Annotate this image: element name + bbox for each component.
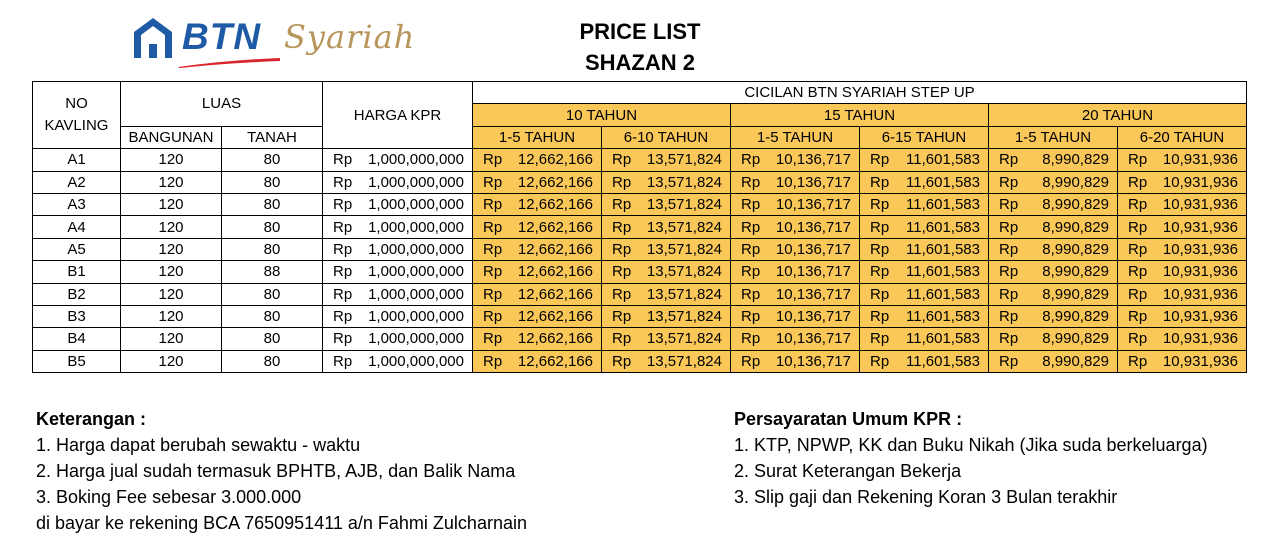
currency-label: Rp xyxy=(1128,330,1148,348)
currency-label: Rp xyxy=(1128,173,1148,191)
amount: 13,571,824 xyxy=(646,196,722,214)
currency-label: Rp xyxy=(333,285,353,303)
notes-persyaratan-heading: Persayaratan Umum KPR : xyxy=(734,409,963,429)
amount: 11,601,583 xyxy=(906,151,980,169)
cell-cicilan xyxy=(860,283,989,305)
cell-harga-kpr xyxy=(323,171,473,193)
requirement-line: 2. Surat Keterangan Bekerja xyxy=(734,461,962,481)
cell-harga-kpr xyxy=(323,328,473,350)
currency-label: Rp xyxy=(483,218,503,236)
header-term-20: 20 TAHUN xyxy=(989,104,1247,126)
amount: 1,000,000,000 xyxy=(368,218,464,236)
cell-bangunan: 120 xyxy=(121,216,222,238)
cell-cicilan xyxy=(860,328,989,350)
currency-label: Rp xyxy=(612,173,632,191)
cell-cicilan xyxy=(731,350,860,372)
table-row xyxy=(33,149,1247,171)
cell-cicilan xyxy=(989,305,1118,327)
amount: 10,931,936 xyxy=(1162,196,1238,214)
cell-kavling: A5 xyxy=(33,238,121,260)
header-no-kavling: NO KAVLING xyxy=(33,82,121,149)
header-sub-20b: 6-20 TAHUN xyxy=(1118,126,1247,148)
amount: 13,571,824 xyxy=(646,240,722,258)
currency-label: Rp xyxy=(741,308,761,326)
cell-cicilan xyxy=(731,149,860,171)
header-bangunan: BANGUNAN xyxy=(121,126,222,148)
cell-cicilan xyxy=(731,171,860,193)
cell-cicilan xyxy=(473,193,602,215)
cell-kavling: B2 xyxy=(33,283,121,305)
currency-label: Rp xyxy=(1128,285,1148,303)
amount: 8,990,829 xyxy=(1042,330,1109,348)
cell-cicilan xyxy=(860,305,989,327)
amount: 10,931,936 xyxy=(1162,352,1238,370)
cell-bangunan: 120 xyxy=(121,328,222,350)
cell-tanah: 88 xyxy=(222,261,323,283)
cell-harga-kpr xyxy=(323,238,473,260)
amount: 1,000,000,000 xyxy=(368,285,464,303)
table-row xyxy=(33,328,1247,350)
currency-label: Rp xyxy=(483,285,503,303)
amount: 11,601,583 xyxy=(906,352,980,370)
header-sub-10a: 1-5 TAHUN xyxy=(473,126,602,148)
amount: 12,662,166 xyxy=(517,218,593,236)
currency-label: Rp xyxy=(870,308,890,326)
currency-label: Rp xyxy=(483,173,503,191)
currency-label: Rp xyxy=(870,240,890,258)
currency-label: Rp xyxy=(870,330,890,348)
amount: 13,571,824 xyxy=(646,263,722,281)
currency-label: Rp xyxy=(870,352,890,370)
cell-bangunan: 120 xyxy=(121,193,222,215)
amount: 10,136,717 xyxy=(775,196,851,214)
currency-label: Rp xyxy=(612,151,632,169)
note-line: 3. Boking Fee sebesar 3.000.000 xyxy=(36,487,302,507)
currency-label: Rp xyxy=(999,352,1019,370)
cell-cicilan xyxy=(602,283,731,305)
currency-label: Rp xyxy=(870,173,890,191)
currency-label: Rp xyxy=(612,240,632,258)
currency-label: Rp xyxy=(1128,218,1148,236)
cell-cicilan xyxy=(989,193,1118,215)
amount: 12,662,166 xyxy=(517,352,593,370)
header-term-15: 15 TAHUN xyxy=(731,104,989,126)
currency-label: Rp xyxy=(741,218,761,236)
cell-bangunan: 120 xyxy=(121,261,222,283)
amount: 11,601,583 xyxy=(906,285,980,303)
currency-label: Rp xyxy=(999,308,1019,326)
cell-cicilan xyxy=(602,149,731,171)
currency-label: Rp xyxy=(870,285,890,303)
cell-kavling: B1 xyxy=(33,261,121,283)
amount: 10,136,717 xyxy=(775,240,851,258)
amount: 10,136,717 xyxy=(775,352,851,370)
logo-swoosh xyxy=(178,58,280,68)
amount: 1,000,000,000 xyxy=(368,196,464,214)
currency-label: Rp xyxy=(483,308,503,326)
cell-cicilan xyxy=(473,305,602,327)
cell-cicilan xyxy=(602,193,731,215)
cell-kavling: B3 xyxy=(33,305,121,327)
currency-label: Rp xyxy=(612,352,632,370)
amount: 10,136,717 xyxy=(775,263,851,281)
cell-cicilan xyxy=(989,261,1118,283)
currency-label: Rp xyxy=(741,263,761,281)
amount: 10,931,936 xyxy=(1162,330,1238,348)
table-row xyxy=(33,216,1247,238)
amount: 1,000,000,000 xyxy=(368,308,464,326)
currency-label: Rp xyxy=(1128,352,1148,370)
amount: 13,571,824 xyxy=(646,218,722,236)
currency-label: Rp xyxy=(612,263,632,281)
currency-label: Rp xyxy=(612,330,632,348)
cell-cicilan xyxy=(989,238,1118,260)
currency-label: Rp xyxy=(999,330,1019,348)
currency-label: Rp xyxy=(741,240,761,258)
cell-cicilan xyxy=(860,350,989,372)
price-table xyxy=(32,81,1247,373)
currency-label: Rp xyxy=(483,151,503,169)
amount: 11,601,583 xyxy=(906,308,980,326)
amount: 12,662,166 xyxy=(517,308,593,326)
currency-label: Rp xyxy=(483,330,503,348)
currency-label: Rp xyxy=(999,173,1019,191)
cell-harga-kpr xyxy=(323,283,473,305)
amount: 12,662,166 xyxy=(517,263,593,281)
amount: 8,990,829 xyxy=(1042,151,1109,169)
note-line: 2. Harga jual sudah termasuk BPHTB, AJB, dan Balik Nama xyxy=(36,461,516,481)
cell-harga-kpr xyxy=(323,350,473,372)
currency-label: Rp xyxy=(870,151,890,169)
table-row xyxy=(33,193,1247,215)
amount: 1,000,000,000 xyxy=(368,352,464,370)
amount: 8,990,829 xyxy=(1042,173,1109,191)
amount: 11,601,583 xyxy=(906,330,980,348)
cell-cicilan xyxy=(1118,216,1247,238)
cell-cicilan xyxy=(473,238,602,260)
notes-keterangan xyxy=(36,406,527,536)
cell-bangunan: 120 xyxy=(121,283,222,305)
cell-cicilan xyxy=(473,350,602,372)
amount: 13,571,824 xyxy=(646,330,722,348)
table-row xyxy=(33,350,1247,372)
currency-label: Rp xyxy=(741,196,761,214)
amount: 8,990,829 xyxy=(1042,285,1109,303)
cell-tanah: 80 xyxy=(222,149,323,171)
currency-label: Rp xyxy=(483,240,503,258)
amount: 12,662,166 xyxy=(517,285,593,303)
cell-cicilan xyxy=(731,216,860,238)
header-sub-15b: 6-15 TAHUN xyxy=(860,126,989,148)
table-row xyxy=(33,305,1247,327)
amount: 8,990,829 xyxy=(1042,352,1109,370)
amount: 11,601,583 xyxy=(906,240,980,258)
cell-cicilan xyxy=(602,328,731,350)
currency-label: Rp xyxy=(333,240,353,258)
currency-label: Rp xyxy=(1128,263,1148,281)
amount: 10,136,717 xyxy=(775,218,851,236)
amount: 10,136,717 xyxy=(775,308,851,326)
cell-cicilan xyxy=(473,171,602,193)
cell-kavling: B5 xyxy=(33,350,121,372)
amount: 12,662,166 xyxy=(517,196,593,214)
cell-harga-kpr xyxy=(323,261,473,283)
currency-label: Rp xyxy=(1128,151,1148,169)
cell-cicilan xyxy=(731,238,860,260)
cell-cicilan xyxy=(602,238,731,260)
currency-label: Rp xyxy=(333,173,353,191)
cell-tanah: 80 xyxy=(222,171,323,193)
currency-label: Rp xyxy=(999,151,1019,169)
currency-label: Rp xyxy=(870,263,890,281)
currency-label: Rp xyxy=(1128,240,1148,258)
header-sub-20a: 1-5 TAHUN xyxy=(989,126,1118,148)
currency-label: Rp xyxy=(333,352,353,370)
cell-bangunan: 120 xyxy=(121,305,222,327)
cell-cicilan xyxy=(989,149,1118,171)
header-tanah: TANAH xyxy=(222,126,323,148)
cell-kavling: A3 xyxy=(33,193,121,215)
currency-label: Rp xyxy=(999,218,1019,236)
currency-label: Rp xyxy=(741,285,761,303)
header-sub-15a: 1-5 TAHUN xyxy=(731,126,860,148)
currency-label: Rp xyxy=(483,196,503,214)
cell-cicilan xyxy=(602,305,731,327)
currency-label: Rp xyxy=(1128,196,1148,214)
cell-cicilan xyxy=(473,283,602,305)
cell-harga-kpr xyxy=(323,193,473,215)
currency-label: Rp xyxy=(1128,308,1148,326)
amount: 11,601,583 xyxy=(906,218,980,236)
requirement-line: 3. Slip gaji dan Rekening Koran 3 Bulan terakhir xyxy=(734,487,1118,507)
currency-label: Rp xyxy=(333,218,353,236)
cell-harga-kpr xyxy=(323,216,473,238)
cell-tanah: 80 xyxy=(222,328,323,350)
cell-cicilan xyxy=(860,171,989,193)
header-luas: LUAS xyxy=(121,82,323,127)
header-harga-kpr: HARGA KPR xyxy=(323,82,473,149)
amount: 10,931,936 xyxy=(1162,173,1238,191)
amount: 11,601,583 xyxy=(906,263,980,281)
amount: 10,931,936 xyxy=(1162,151,1238,169)
cell-cicilan xyxy=(1118,149,1247,171)
amount: 8,990,829 xyxy=(1042,263,1109,281)
amount: 10,931,936 xyxy=(1162,308,1238,326)
cell-cicilan xyxy=(989,350,1118,372)
cell-cicilan xyxy=(473,261,602,283)
cell-tanah: 80 xyxy=(222,350,323,372)
header-term-10: 10 TAHUN xyxy=(473,104,731,126)
logo-sub: Syariah xyxy=(284,18,416,56)
cell-cicilan xyxy=(989,216,1118,238)
amount: 10,931,936 xyxy=(1162,263,1238,281)
cell-kavling: A2 xyxy=(33,171,121,193)
header-sub-10b: 6-10 TAHUN xyxy=(602,126,731,148)
cell-cicilan xyxy=(731,193,860,215)
amount: 10,931,936 xyxy=(1162,240,1238,258)
amount: 8,990,829 xyxy=(1042,218,1109,236)
cell-cicilan xyxy=(860,216,989,238)
currency-label: Rp xyxy=(741,330,761,348)
amount: 1,000,000,000 xyxy=(368,173,464,191)
cell-cicilan xyxy=(989,171,1118,193)
amount: 1,000,000,000 xyxy=(368,240,464,258)
btn-syariah-logo xyxy=(132,14,422,76)
cell-cicilan xyxy=(989,328,1118,350)
table-row xyxy=(33,171,1247,193)
cell-bangunan: 120 xyxy=(121,350,222,372)
requirement-line: 1. KTP, NPWP, KK dan Buku Nikah (Jika suda berkeluarga) xyxy=(734,435,1208,455)
amount: 12,662,166 xyxy=(517,151,593,169)
cell-cicilan xyxy=(473,149,602,171)
cell-cicilan xyxy=(1118,238,1247,260)
currency-label: Rp xyxy=(333,308,353,326)
cell-cicilan xyxy=(602,216,731,238)
cell-harga-kpr xyxy=(323,305,473,327)
amount: 10,136,717 xyxy=(775,330,851,348)
page-title xyxy=(540,16,740,78)
note-line: 1. Harga dapat berubah sewaktu - waktu xyxy=(36,435,361,455)
amount: 10,931,936 xyxy=(1162,218,1238,236)
amount: 13,571,824 xyxy=(646,285,722,303)
cell-harga-kpr xyxy=(323,149,473,171)
cell-cicilan xyxy=(860,261,989,283)
cell-cicilan xyxy=(1118,171,1247,193)
table-row xyxy=(33,238,1247,260)
currency-label: Rp xyxy=(999,285,1019,303)
amount: 8,990,829 xyxy=(1042,196,1109,214)
table-row xyxy=(33,283,1247,305)
currency-label: Rp xyxy=(612,285,632,303)
amount: 10,136,717 xyxy=(775,151,851,169)
currency-label: Rp xyxy=(741,151,761,169)
cell-tanah: 80 xyxy=(222,238,323,260)
notes-persyaratan xyxy=(734,406,1208,510)
notes-keterangan-heading: Keterangan : xyxy=(36,409,147,429)
cell-cicilan xyxy=(731,261,860,283)
cell-cicilan xyxy=(1118,193,1247,215)
amount: 8,990,829 xyxy=(1042,308,1109,326)
cell-tanah: 80 xyxy=(222,283,323,305)
amount: 13,571,824 xyxy=(646,308,722,326)
title-line-1: PRICE LIST xyxy=(579,19,701,44)
cell-kavling: A1 xyxy=(33,149,121,171)
amount: 13,571,824 xyxy=(646,352,722,370)
cell-kavling: A4 xyxy=(33,216,121,238)
table-row xyxy=(33,261,1247,283)
cell-tanah: 80 xyxy=(222,216,323,238)
cell-bangunan: 120 xyxy=(121,238,222,260)
cell-cicilan xyxy=(731,328,860,350)
cell-cicilan xyxy=(473,328,602,350)
cell-cicilan xyxy=(602,171,731,193)
currency-label: Rp xyxy=(741,352,761,370)
logo-brand: BTN xyxy=(182,16,262,57)
amount: 10,931,936 xyxy=(1162,285,1238,303)
currency-label: Rp xyxy=(741,173,761,191)
cell-bangunan: 120 xyxy=(121,171,222,193)
currency-label: Rp xyxy=(333,196,353,214)
cell-cicilan xyxy=(1118,328,1247,350)
cell-cicilan xyxy=(473,216,602,238)
currency-label: Rp xyxy=(612,218,632,236)
currency-label: Rp xyxy=(612,196,632,214)
currency-label: Rp xyxy=(483,352,503,370)
amount: 12,662,166 xyxy=(517,330,593,348)
cell-cicilan xyxy=(602,350,731,372)
amount: 1,000,000,000 xyxy=(368,151,464,169)
house-icon xyxy=(132,16,174,60)
amount: 11,601,583 xyxy=(906,196,980,214)
currency-label: Rp xyxy=(999,196,1019,214)
cell-tanah: 80 xyxy=(222,193,323,215)
currency-label: Rp xyxy=(333,263,353,281)
currency-label: Rp xyxy=(483,263,503,281)
currency-label: Rp xyxy=(870,218,890,236)
currency-label: Rp xyxy=(870,196,890,214)
amount: 1,000,000,000 xyxy=(368,263,464,281)
cell-cicilan xyxy=(989,283,1118,305)
amount: 13,571,824 xyxy=(646,173,722,191)
cell-cicilan xyxy=(731,305,860,327)
currency-label: Rp xyxy=(333,151,353,169)
cell-cicilan xyxy=(1118,305,1247,327)
amount: 12,662,166 xyxy=(517,173,593,191)
cell-bangunan: 120 xyxy=(121,149,222,171)
amount: 10,136,717 xyxy=(775,285,851,303)
title-line-2: SHAZAN 2 xyxy=(584,50,695,75)
amount: 1,000,000,000 xyxy=(368,330,464,348)
cell-cicilan xyxy=(731,283,860,305)
currency-label: Rp xyxy=(612,308,632,326)
cell-cicilan xyxy=(602,261,731,283)
amount: 10,136,717 xyxy=(775,173,851,191)
cell-cicilan xyxy=(1118,283,1247,305)
header-cicilan: CICILAN BTN SYARIAH STEP UP xyxy=(473,82,1247,104)
cell-cicilan xyxy=(1118,350,1247,372)
cell-tanah: 80 xyxy=(222,305,323,327)
amount: 8,990,829 xyxy=(1042,240,1109,258)
cell-cicilan xyxy=(1118,261,1247,283)
cell-cicilan xyxy=(860,149,989,171)
currency-label: Rp xyxy=(333,330,353,348)
amount: 12,662,166 xyxy=(517,240,593,258)
note-line: di bayar ke rekening BCA 7650951411 a/n Fahmi Zulcharnain xyxy=(36,513,527,533)
amount: 11,601,583 xyxy=(906,173,980,191)
cell-kavling: B4 xyxy=(33,328,121,350)
cell-cicilan xyxy=(860,238,989,260)
amount: 13,571,824 xyxy=(646,151,722,169)
cell-cicilan xyxy=(860,193,989,215)
currency-label: Rp xyxy=(999,240,1019,258)
currency-label: Rp xyxy=(999,263,1019,281)
